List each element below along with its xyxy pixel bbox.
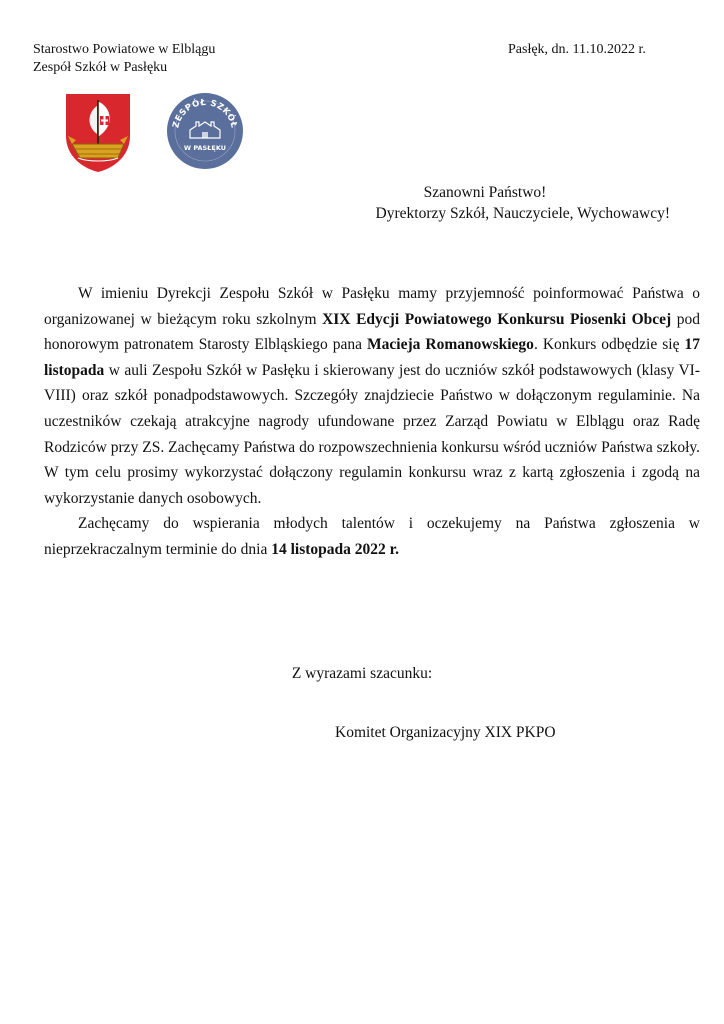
closing-phrase: Z wyrazami szacunku: xyxy=(291,665,433,682)
signature: Komitet Organizacyjny XIX PKPO xyxy=(335,724,556,741)
body-paragraph-2 xyxy=(44,511,700,562)
p2-text-a: Zachęcamy do wspierania młodych talentów i oczekujemy na Państwa zgłoszenia w nieprzekraczalnym terminie do dnia xyxy=(44,515,700,558)
p1-text-a: W imieniu Dyrekcji Zespołu Szkół w Pasłęku mamy przyjemność poinformować Państwa o organizowanej w bieżącym roku szkolnym xyxy=(44,285,700,328)
salutation-line-2: Dyrektorzy Szkół, Nauczyciele, Wychowawcy! xyxy=(375,205,670,222)
coat-of-arms-logo xyxy=(64,92,132,174)
sender-line-1: Starostwo Powiatowe w Elblągu xyxy=(33,42,216,57)
p1-text-c: pod honorowym patronatem Starosty Elbląskiego pana xyxy=(44,310,700,354)
school-logo-top-text: ZESPÓŁ SZKÓŁ xyxy=(171,97,239,130)
letter-body xyxy=(44,281,700,563)
salutation-line-1: Szanowni Państwo! xyxy=(423,184,547,201)
contest-name: XIX Edycji Powiatowego Konkursu Piosenki Obcej xyxy=(322,310,672,328)
salutation xyxy=(300,182,670,224)
contest-date: 17 listopada xyxy=(44,336,700,379)
sender-block xyxy=(33,41,215,77)
patron-name: Macieja Romanowskiego xyxy=(367,336,534,354)
sender-line-2: Zespół Szkół w Pasłęku xyxy=(33,60,168,75)
body-paragraph-1 xyxy=(44,281,700,511)
place-date: Pasłęk, dn. 11.10.2022 r. xyxy=(508,42,646,57)
p1-text-g: w auli Zespołu Szkół w Pasłęku i skierowany jest do uczniów szkół podstawowych (klasy VI-VIII) oraz szkół ponadpodstawowych. Szczegóły znajdziecie Państwo w dołączonym regulaminie. Na uczestników czekają atrakcyjne nagrody ufundowane przez Zarząd Powiatu w Elblągu oraz Radę Rodziców przy ZS. Zachęcamy Państwa do rozpowszechnienia konkursu wśród uczniów Państwa szkoły. W tym celu prosimy wykorzystać dołączony regulamin konkursu wraz z kartą zgłoszenia i zgodą na wykorzystanie danych osobowych. xyxy=(44,361,700,507)
school-logo-bottom-text: W PASŁĘKU xyxy=(183,144,227,152)
school-logo xyxy=(166,92,244,170)
deadline-date: 14 listopada 2022 r. xyxy=(271,540,399,558)
p1-text-e: . Konkurs odbędzie się xyxy=(533,336,685,354)
